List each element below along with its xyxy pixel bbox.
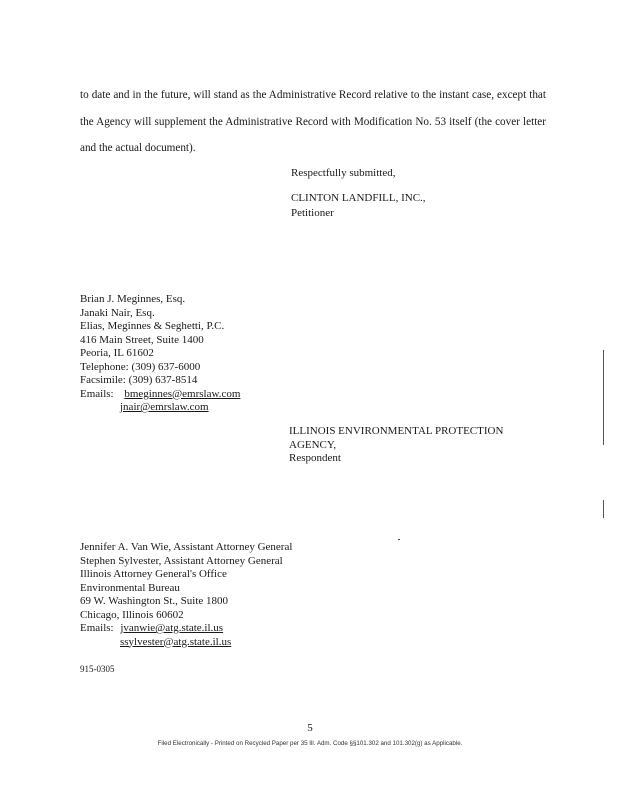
- counsel-telephone: Telephone: (309) 637-6000: [80, 360, 201, 373]
- email-link-1[interactable]: jvanwie@atg.state.il.us: [120, 622, 224, 634]
- respondent-signature-block: [289, 425, 503, 466]
- counsel-name-2: Janaki Nair, Esq.: [80, 306, 155, 319]
- firm-code: 915-0305: [80, 664, 115, 674]
- petitioner-role: Petitioner: [291, 207, 334, 219]
- counsel-street: 69 W. Washington St., Suite 1800: [80, 595, 229, 607]
- page-number: 5: [307, 722, 313, 734]
- counsel-street: 416 Main Street, Suite 1400: [80, 333, 204, 346]
- petitioner-signature-block: [291, 166, 426, 221]
- respondent-name-line-1: ILLINOIS ENVIRONMENTAL PROTECTION: [289, 425, 504, 437]
- respondent-name-line-2: AGENCY,: [289, 438, 337, 451]
- petitioner-counsel-block: [80, 293, 240, 415]
- counsel-name: Brian J. Meginnes, Esq.: [80, 293, 186, 305]
- petitioner-name: CLINTON LANDFILL, INC.,: [291, 192, 426, 204]
- counsel-name: Jennifer A. Van Wie, Assistant Attorney General: [80, 541, 293, 553]
- footer-notice: Filed Electronically - Printed on Recycled Paper per 35 Ill. Adm. Code §§101.302 and 101.302(g) as Applicable.: [157, 740, 463, 747]
- body-paragraph: to date and in the future, will stand as the Administrative Record relative to the instant case, except that the Agency will supplement the Administrative Record with Modification No. 53 itself (the cover letter and the actual document).: [80, 89, 546, 154]
- counsel-city: Chicago, Illinois 60602: [80, 608, 184, 621]
- counsel-facsimile: Facsimile: (309) 637-8514: [80, 374, 198, 386]
- counsel-city: Peoria, IL 61602: [80, 347, 154, 359]
- emails-label: Emails:: [80, 622, 114, 634]
- scan-artifact-dot: [398, 539, 400, 540]
- closing-line: Respectfully submitted,: [291, 167, 396, 179]
- scan-artifact-line: [603, 350, 604, 445]
- email-link-1[interactable]: bmeginnes@emrslaw.com: [124, 387, 241, 400]
- emails-label: Emails:: [80, 387, 114, 400]
- counsel-name-2: Stephen Sylvester, Assistant Attorney General: [80, 554, 283, 567]
- scan-artifact-line: [603, 500, 604, 518]
- respondent-role: Respondent: [289, 452, 341, 464]
- counsel-bureau: Environmental Bureau: [80, 581, 180, 594]
- counsel-office: Illinois Attorney General's Office: [80, 568, 227, 580]
- email-link-2[interactable]: jnair@emrslaw.com: [120, 401, 209, 413]
- email-link-2[interactable]: ssylvester@atg.state.il.us: [120, 635, 232, 648]
- counsel-firm: Elias, Meginnes & Seghetti, P.C.: [80, 320, 225, 332]
- respondent-counsel-block: [80, 541, 292, 649]
